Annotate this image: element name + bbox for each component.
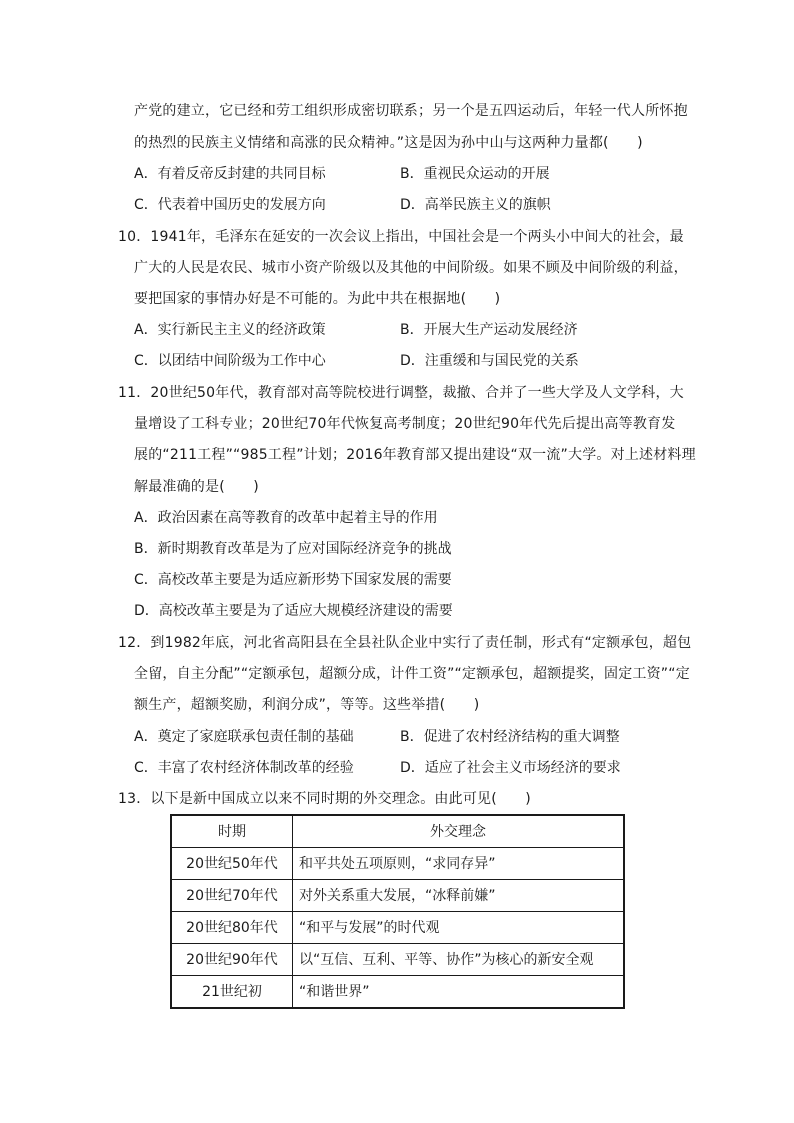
q10-option-b[interactable]: B．开展大生产运动发展经济: [400, 322, 578, 338]
table-cell-concept: “和谐世界”: [293, 976, 625, 1009]
table-header-concept: 外交理念: [293, 815, 625, 848]
q10-text-line-1: 10．1941年，毛泽东在延安的一次会议上指出，中国社会是一个两头小中间大的社会，最: [118, 229, 684, 245]
q11-option-b[interactable]: B．新时期教育改革是为了应对国际经济竞争的挑战: [134, 541, 452, 557]
table-row: [171, 848, 624, 880]
q9-option-c[interactable]: C．代表着中国历史的发展方向: [134, 197, 326, 213]
q10-text-line-3: 要把国家的事情办好是不可能的。为此中共在根据地( ): [134, 291, 501, 307]
q10-option-c[interactable]: C．以团结中间阶级为工作中心: [134, 353, 326, 369]
table-row: [171, 976, 624, 1009]
q10-text-line-2: 广大的人民是农民、城市小资产阶级以及其他的中间阶级。如果不顾及中间阶级的利益，: [134, 260, 688, 276]
q12-option-d[interactable]: D．适应了社会主义市场经济的要求: [400, 760, 621, 776]
table-cell-period: 20世纪90年代: [171, 944, 293, 976]
q12-option-b[interactable]: B．促进了农村经济结构的重大调整: [400, 729, 620, 745]
q11-text-line-2: 量增设了工科专业；20世纪70年代恢复高考制度；20世纪90年代先后提出高等教育发: [134, 416, 676, 432]
q11-option-a[interactable]: A．政治因素在高等教育的改革中起着主导的作用: [134, 510, 438, 526]
table-cell-concept: 对外关系重大发展，“冰释前嫌”: [293, 880, 625, 912]
q10-option-a[interactable]: A．实行新民主主义的经济政策: [134, 322, 326, 338]
table-cell-period: 21世纪初: [171, 976, 293, 1009]
q9-option-a[interactable]: A．有着反帝反封建的共同目标: [134, 166, 326, 182]
q9-option-b[interactable]: B．重视民众运动的开展: [400, 166, 550, 182]
q9-text-line-1: 产党的建立，它已经和劳工组织形成密切联系；另一个是五四运动后，年轻一代人所怀抱: [134, 103, 688, 119]
q12-option-a[interactable]: A．奠定了家庭联承包责任制的基础: [134, 729, 354, 745]
table-row: [171, 912, 624, 944]
table-row: [171, 944, 624, 976]
q11-text-line-4: 解最准确的是( ): [134, 479, 259, 495]
q11-text-line-3: 展的“211工程”“985工程”计划；2016年教育部又提出建设“双一流”大学。对上述材料理: [134, 447, 696, 463]
q11-option-c[interactable]: C．高校改革主要是为适应新形势下国家发展的需要: [134, 572, 452, 588]
q11-option-d[interactable]: D．高校改革主要是为了适应大规模经济建设的需要: [134, 603, 453, 619]
q12-text-line-2: 全留，自主分配”“定额承包，超额分成，计件工资”“定额承包，超额提奖，固定工资”“定: [134, 666, 690, 682]
q13-text-line-1: 13．以下是新中国成立以来不同时期的外交理念。由此可见( ): [118, 791, 531, 807]
table-cell-concept: 以“互信、互利、平等、协作”为核心的新安全观: [293, 944, 625, 976]
diplomacy-table: [170, 814, 625, 1009]
q11-text-line-1: 11．20世纪50年代，教育部对高等院校进行调整，裁撤、合并了一些大学及人文学科，大: [118, 385, 684, 401]
table-cell-concept: “和平与发展”的时代观: [293, 912, 625, 944]
table-header-period: 时期: [171, 815, 293, 848]
table-cell-period: 20世纪50年代: [171, 848, 293, 880]
q9-text-line-2: 的热烈的民族主义情绪和高涨的民众精神。”这是因为孙中山与这两种力量都( ): [134, 135, 643, 151]
q12-text-line-1: 12．到1982年底，河北省高阳县在全县社队企业中实行了责任制，形式有“定额承包，超包: [118, 635, 692, 651]
q12-text-line-3: 额生产，超额奖励，利润分成”，等等。这些举措( ): [134, 697, 480, 713]
table-row: [171, 880, 624, 912]
table-cell-period: 20世纪80年代: [171, 912, 293, 944]
table-cell-concept: 和平共处五项原则，“求同存异”: [293, 848, 625, 880]
table-cell-period: 20世纪70年代: [171, 880, 293, 912]
q10-option-d[interactable]: D．注重缓和与国民党的关系: [400, 353, 579, 369]
q12-option-c[interactable]: C．丰富了农村经济体制改革的经验: [134, 760, 354, 776]
q9-option-d[interactable]: D．高举民族主义的旗帜: [400, 197, 551, 213]
table-header-row: [171, 815, 624, 848]
